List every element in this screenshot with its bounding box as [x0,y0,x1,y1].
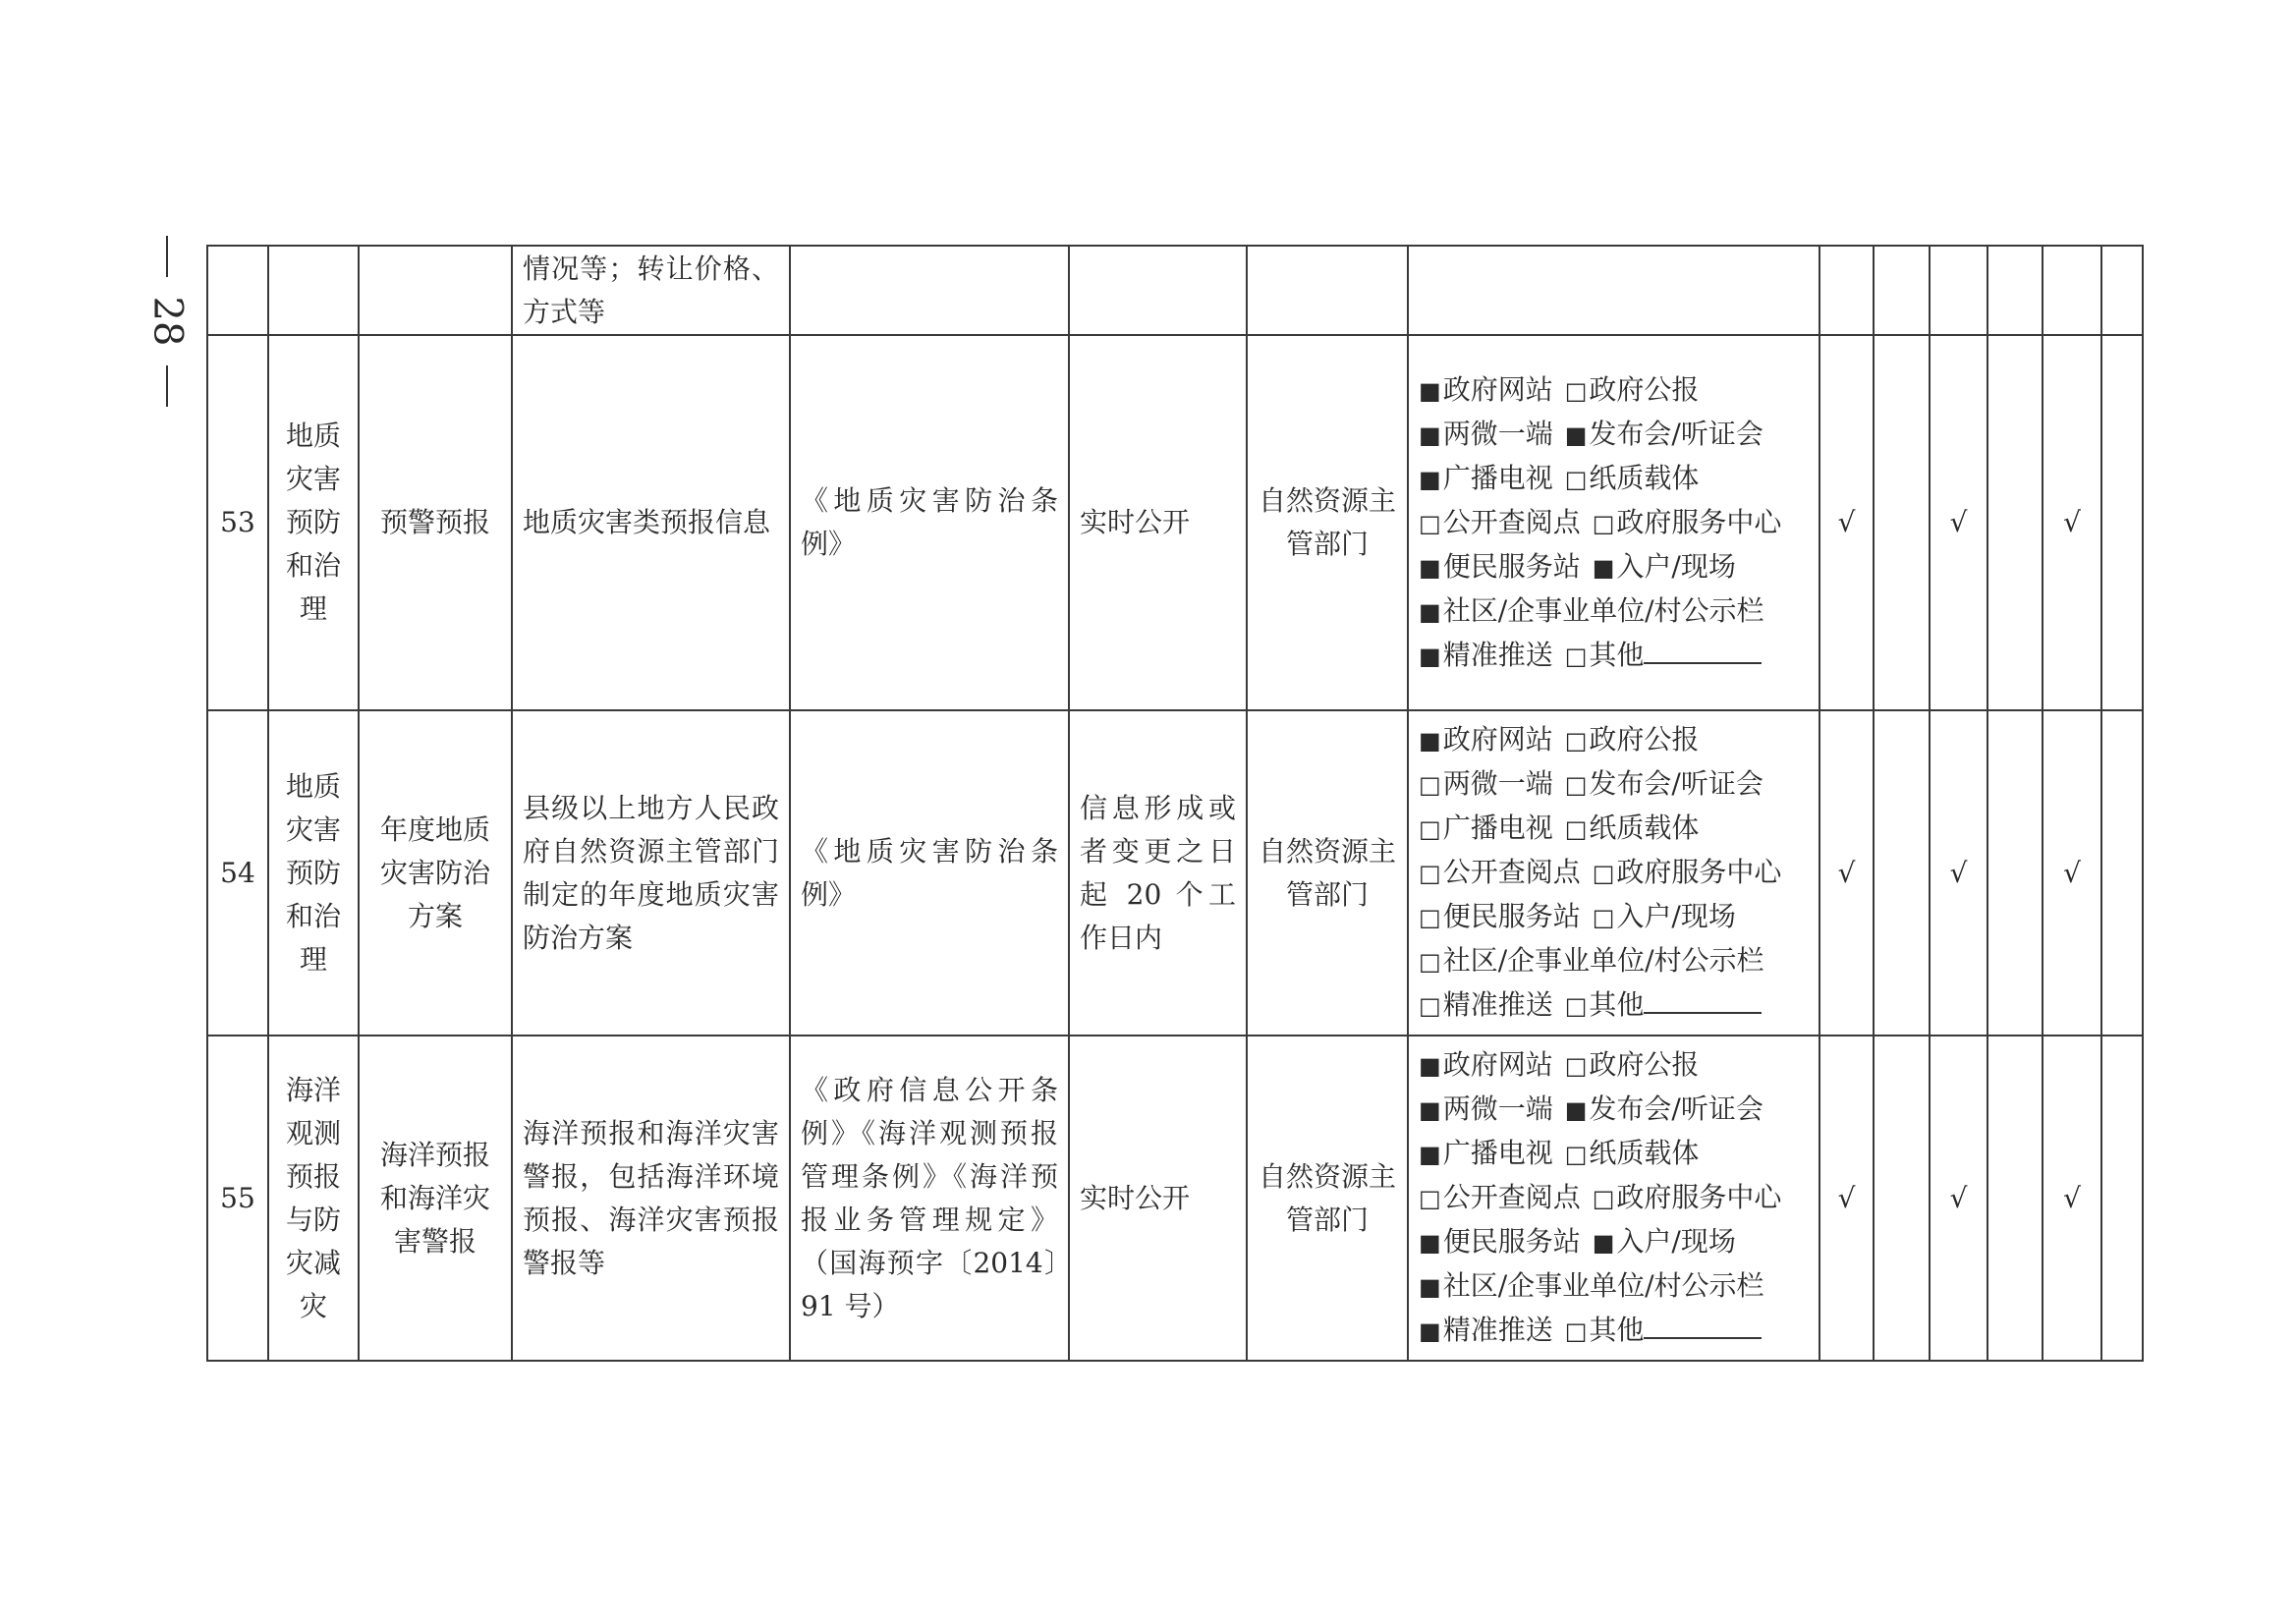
content-cell: 县级以上地方人民政府自然资源主管部门制定的年度地质灾害防治方案 [512,710,790,1036]
basis-cell [790,246,1069,335]
method-option [1565,767,1763,800]
method-option [1593,1225,1736,1258]
unchecked-box-icon: □ [1564,771,1588,799]
unchecked-box-icon: □ [1419,771,1441,799]
mark-cell [2101,246,2143,335]
mark-cell [1819,246,1874,335]
row-number: 54 [207,710,268,1036]
mark-cell [1874,710,1930,1036]
unchecked-box-icon: □ [1419,992,1441,1020]
method-label: 政府服务中心 [1616,856,1782,888]
method-line [1419,368,1809,413]
unchecked-box-icon: □ [1419,948,1441,976]
method-line [1419,1132,1809,1176]
method-label: 发布会/听证会 [1589,417,1763,450]
method-label: 其他 [1589,1314,1645,1346]
unchecked-box-icon: □ [1564,727,1588,755]
checked-box-icon: ■ [1564,420,1588,449]
method-label: 便民服务站 [1442,1225,1581,1258]
method-option [1419,1269,1764,1302]
mark-cell: √ [2043,710,2101,1036]
basis-cell: 《地质灾害防治条例》 [790,335,1069,710]
page-number-dash [166,365,168,407]
mark-cell [1987,246,2043,335]
method-option [1565,723,1700,756]
mark-cell: √ [2043,1036,2101,1361]
checked-box-icon: ■ [1419,1317,1441,1345]
unchecked-box-icon: □ [1419,815,1441,843]
item-cell: 年度地质灾害防治方案 [359,710,512,1036]
row-number: 55 [207,1036,268,1361]
department-cell: 自然资源主管部门 [1247,1036,1408,1361]
mark-cell [1874,246,1930,335]
checked-box-icon: ■ [1419,1229,1441,1257]
methods-cell [1408,710,1819,1036]
method-label: 政府公报 [1589,1048,1700,1081]
method-option [1419,1092,1553,1125]
method-option [1565,373,1700,406]
method-label: 入户/现场 [1616,549,1736,583]
mark-cell [1874,335,1930,710]
category-cell: 地质灾害预防和治理 [268,710,359,1036]
method-label: 入户/现场 [1616,1225,1736,1258]
method-line [1419,983,1809,1028]
method-line [1419,634,1809,678]
method-option [1419,462,1553,494]
unchecked-box-icon: □ [1564,465,1588,493]
method-line [1419,807,1809,851]
method-label: 广播电视 [1442,461,1553,494]
checked-box-icon: ■ [1419,420,1441,449]
method-line [1419,501,1809,545]
mark-cell [2043,246,2101,335]
content-cell: 地质灾害类预报信息 [512,335,790,710]
methods-cell [1408,335,1819,710]
mark-cell: √ [1819,710,1874,1036]
department-cell [1247,246,1408,335]
category-cell: 地质灾害预防和治理 [268,335,359,710]
method-option [1419,1137,1553,1169]
method-label: 两微一端 [1442,1092,1553,1125]
method-option [1419,418,1553,450]
method-option [1419,550,1581,583]
unchecked-box-icon: □ [1592,860,1615,887]
method-label: 精准推送 [1442,988,1553,1021]
method-option [1565,812,1700,844]
unchecked-box-icon: □ [1564,642,1588,670]
method-label: 政府公报 [1589,372,1700,406]
method-line [1419,1088,1809,1132]
method-line [1419,762,1809,807]
checked-box-icon: ■ [1419,1273,1441,1301]
method-line [1419,1309,1809,1353]
unchecked-box-icon: □ [1592,904,1615,931]
mark-cell [1987,710,2043,1036]
method-label: 社区/企事业单位/村公示栏 [1442,593,1764,627]
unchecked-box-icon: □ [1419,860,1441,887]
time-cell: 实时公开 [1069,335,1247,710]
checked-box-icon: ■ [1592,1229,1615,1257]
method-option [1593,900,1736,932]
method-option [1565,1137,1700,1169]
mark-cell [1874,1036,1930,1361]
method-line [1419,895,1809,939]
time-cell: 信息形成或者变更之日起 20 个工作日内 [1069,710,1247,1036]
method-line [1419,851,1809,895]
methods-cell [1408,246,1819,335]
page-number-text: 28 [144,296,190,347]
method-line [1419,589,1809,634]
method-option [1565,1048,1700,1081]
method-label: 政府网站 [1442,372,1553,406]
method-option [1419,639,1553,671]
mark-cell: √ [2043,335,2101,710]
unchecked-box-icon: □ [1564,1141,1588,1168]
item-cell: 海洋预报和海洋灾害警报 [359,1036,512,1361]
method-label: 两微一端 [1442,767,1553,800]
method-option [1419,900,1581,932]
time-cell: 实时公开 [1069,1036,1247,1361]
item-cell: 预警预报 [359,335,512,710]
disclosure-table [206,245,2144,1362]
method-option [1593,506,1782,538]
checked-box-icon: ■ [1419,1141,1441,1168]
method-label: 公开查阅点 [1442,1181,1581,1213]
checked-box-icon: ■ [1419,1052,1441,1080]
row-number: 53 [207,335,268,710]
unchecked-box-icon: □ [1419,904,1441,931]
table-row [207,335,2143,710]
category-cell: 海洋观测预报与防灾减灾 [268,1036,359,1361]
method-line [1419,1264,1809,1309]
department-cell: 自然资源主管部门 [1247,335,1408,710]
category-cell [268,246,359,335]
method-option [1565,462,1700,494]
method-option [1593,550,1736,583]
method-label: 公开查阅点 [1442,505,1581,538]
page-number [144,236,190,413]
method-label: 广播电视 [1442,1137,1553,1169]
row-number [207,246,268,335]
method-option [1565,639,1763,671]
unchecked-box-icon: □ [1564,1052,1588,1080]
method-label: 政府公报 [1589,723,1700,756]
checked-box-icon: ■ [1419,465,1441,493]
method-label: 政府服务中心 [1616,505,1782,538]
department-cell: 自然资源主管部门 [1247,710,1408,1036]
checked-box-icon: ■ [1592,553,1615,582]
method-option [1419,1048,1553,1081]
checked-box-icon: ■ [1419,642,1441,670]
method-option [1419,988,1553,1021]
checked-box-icon: ■ [1419,1096,1441,1124]
method-option [1419,767,1553,800]
checked-box-icon: ■ [1419,376,1441,405]
unchecked-box-icon: □ [1564,815,1588,843]
mark-cell: √ [1930,335,1987,710]
mark-cell [2101,335,2143,710]
method-option [1565,1092,1763,1125]
method-line [1419,939,1809,983]
unchecked-box-icon: □ [1564,992,1588,1020]
method-line [1419,1220,1809,1264]
method-line [1419,545,1809,589]
method-option [1419,723,1553,756]
table-row [207,1036,2143,1361]
mark-cell: √ [1930,710,1987,1036]
checked-box-icon: ■ [1564,1096,1588,1124]
method-label: 便民服务站 [1442,549,1581,583]
unchecked-box-icon: □ [1592,509,1615,537]
method-label: 公开查阅点 [1442,856,1581,888]
method-label: 其他 [1589,988,1645,1021]
method-option [1419,812,1553,844]
method-label: 社区/企事业单位/村公示栏 [1442,944,1764,977]
method-line [1419,457,1809,501]
method-label: 便民服务站 [1442,900,1581,932]
method-label: 广播电视 [1442,812,1553,844]
method-label: 政府服务中心 [1616,1181,1782,1213]
mark-cell: √ [1819,335,1874,710]
methods-cell [1408,1036,1819,1361]
unchecked-box-icon: □ [1419,509,1441,537]
method-label: 纸质载体 [1589,812,1700,844]
method-option [1565,418,1763,450]
unchecked-box-icon: □ [1564,376,1588,405]
mark-cell: √ [1930,1036,1987,1361]
mark-cell: √ [1819,1036,1874,1361]
method-label: 发布会/听证会 [1589,767,1763,800]
table-row [207,710,2143,1036]
checked-box-icon: ■ [1419,553,1441,582]
basis-cell: 《政府信息公开条例》《海洋观测预报管理条例》《海洋预报业务管理规定》（国海预字〔2014〕91 号） [790,1036,1069,1361]
fill-in-blank [1644,635,1762,664]
unchecked-box-icon: □ [1419,1185,1441,1212]
mark-cell [1930,246,1987,335]
method-label: 社区/企事业单位/村公示栏 [1442,1269,1764,1302]
mark-cell [2101,1036,2143,1361]
method-option [1419,1225,1581,1258]
mark-cell [1987,335,2043,710]
method-option [1593,856,1782,888]
method-label: 纸质载体 [1589,461,1700,494]
mark-cell [1987,1036,2043,1361]
item-cell [359,246,512,335]
method-line [1419,413,1809,457]
method-label: 精准推送 [1442,638,1553,671]
fill-in-blank [1644,1310,1762,1339]
method-label: 入户/现场 [1616,900,1736,932]
time-cell [1069,246,1247,335]
method-option [1419,1181,1581,1213]
method-option [1419,1314,1553,1346]
method-option [1419,856,1581,888]
checked-box-icon: ■ [1419,597,1441,626]
method-option [1419,373,1553,406]
mark-cell [2101,710,2143,1036]
content-cell: 海洋预报和海洋灾害警报，包括海洋环境预报、海洋灾害预报警报等 [512,1036,790,1361]
method-label: 政府网站 [1442,723,1553,756]
method-option [1593,1181,1782,1213]
unchecked-box-icon: □ [1564,1317,1588,1345]
method-line [1419,718,1809,762]
method-option [1419,594,1764,627]
method-option [1419,944,1764,977]
method-label: 发布会/听证会 [1589,1092,1763,1125]
content-cell: 情况等；转让价格、方式等 [512,246,790,335]
method-option [1565,1314,1763,1346]
method-label: 其他 [1589,638,1645,671]
fill-in-blank [1644,984,1762,1014]
method-option [1565,988,1763,1021]
method-line [1419,1043,1809,1088]
basis-cell: 《地质灾害防治条例》 [790,710,1069,1036]
method-label: 两微一端 [1442,417,1553,450]
method-label: 精准推送 [1442,1314,1553,1346]
method-label: 政府网站 [1442,1048,1553,1081]
method-option [1419,506,1581,538]
unchecked-box-icon: □ [1592,1185,1615,1212]
method-label: 纸质载体 [1589,1137,1700,1169]
page-number-dash [166,236,168,277]
checked-box-icon: ■ [1419,727,1441,755]
table-row [207,246,2143,335]
method-line [1419,1176,1809,1220]
